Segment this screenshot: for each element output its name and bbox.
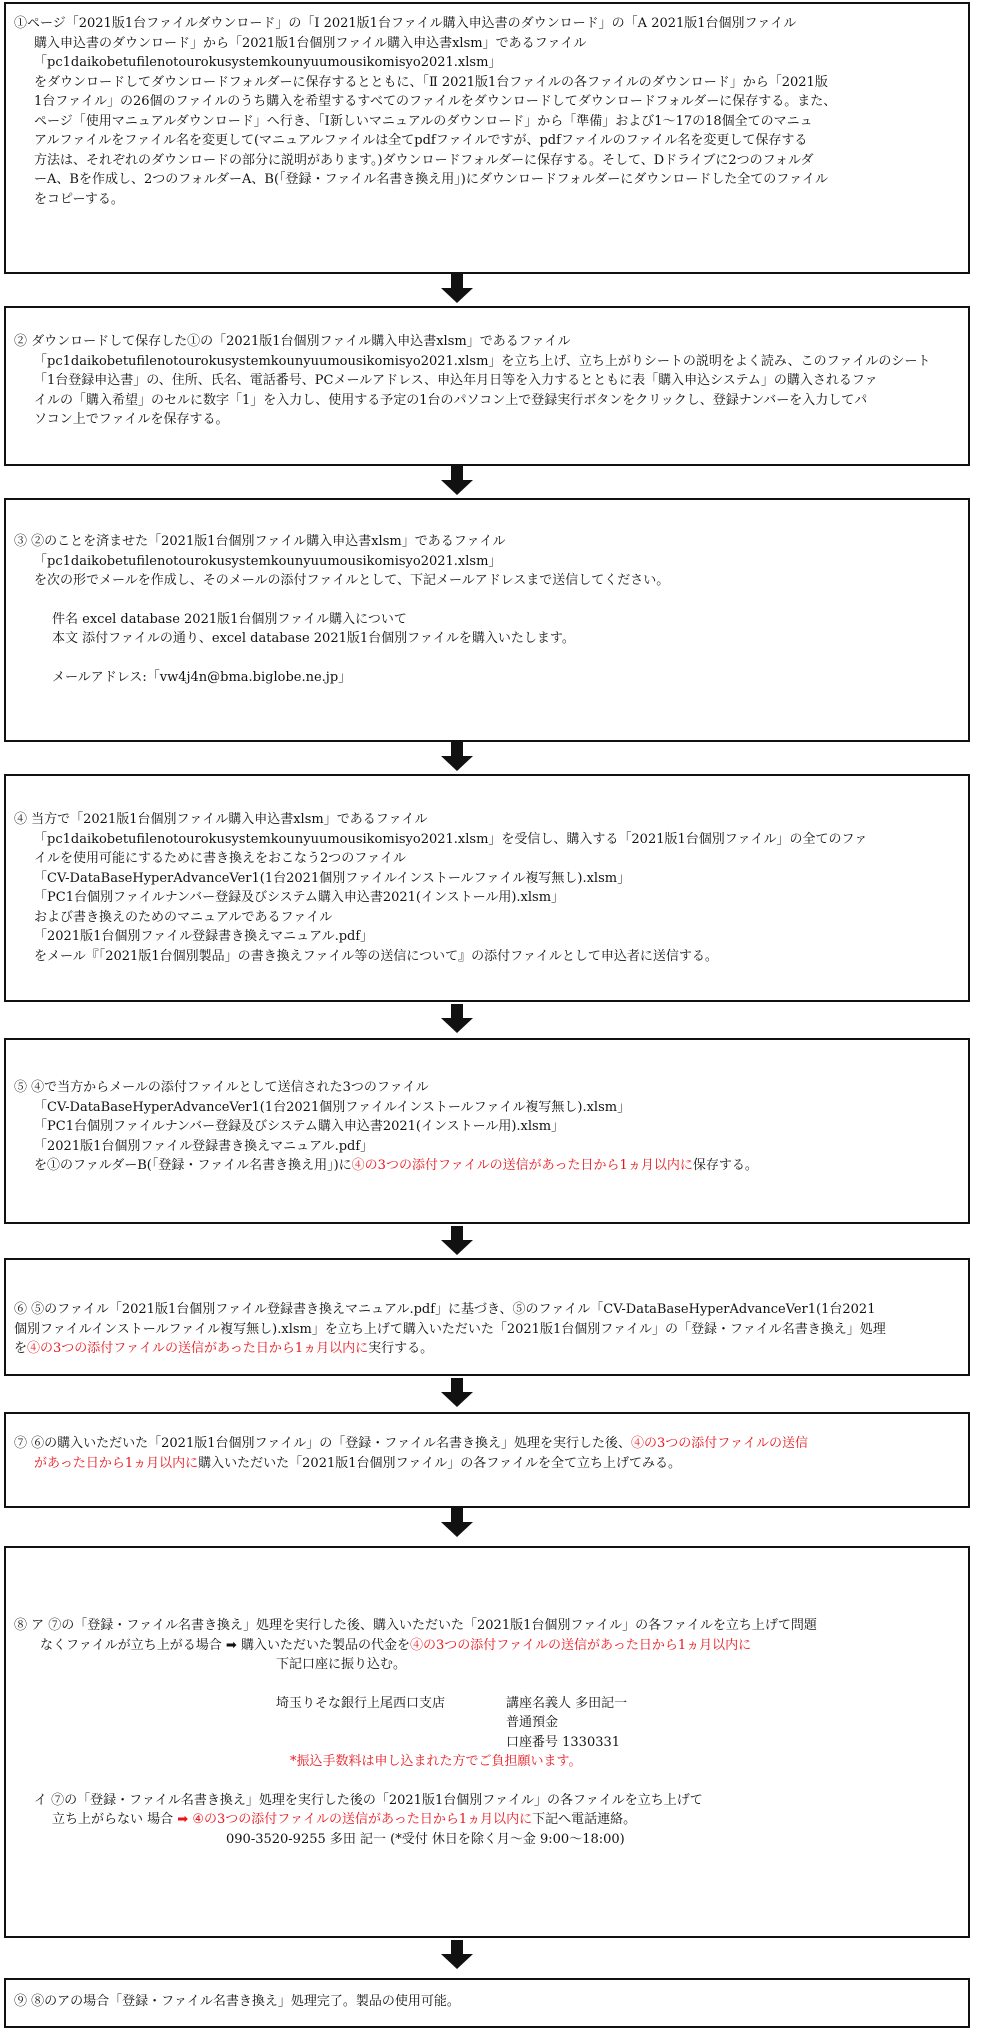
step-8-text: なくファイルが立ち上がる場合 bbox=[40, 1637, 222, 1653]
step-9-line: ⑨ ⑧のアの場合「登録・ファイル名書き換え」処理完了。製品の使用可能。 bbox=[14, 1994, 460, 2009]
step-6-line: 個別ファイルインストールファイル複写無し).xlsm」を立ち上げて購入いただいた「2021版1台個別ファイル」の「登録・ファイル名書き換え」処理 bbox=[14, 1321, 886, 1337]
step-4-line: 「2021版1台個別ファイル登録書き換えマニュアル.pdf」 bbox=[34, 929, 374, 944]
step-4-line: 「PC1台個別ファイルナンバー登録及びシステム購入申込書2021(インストール用).xlsm」 bbox=[34, 890, 565, 905]
right-arrow-icon: ➡ bbox=[225, 1637, 237, 1653]
step-4-line: 「CV-DataBaseHyperAdvanceVer1(1台2021個別ファイルインストールファイル複写無し).xlsm」 bbox=[34, 870, 631, 886]
down-arrow-icon bbox=[440, 1508, 474, 1538]
step-1-line: ①ページ「2021版1台ファイルダウンロード」の「Ⅰ 2021版1台ファイル購入申込書のダウンロード」の「A 2021版1台個別ファイル bbox=[14, 16, 797, 31]
step-2-line: イルの「購入希望」のセルに数字「1」を入力し、使用する予定の1台のパソコン上で登録実行ボタンをクリックし、登録ナンバーを入力してパ bbox=[34, 392, 868, 408]
email-address: メールアドレス:「vw4j4n@bma.biglobe.ne.jp」 bbox=[52, 669, 352, 685]
deadline-emphasis: ④の3つの添付ファイルの送信 bbox=[630, 1436, 808, 1451]
step-8-box bbox=[4, 1546, 970, 1938]
step-7-text: ⑦ ⑥の購入いただいた「2021版1台個別ファイル」の「登録・ファイル名書き換え」処理を実行した後、 bbox=[14, 1436, 631, 1451]
step-8-text: 立ち上がらない 場合 bbox=[52, 1812, 174, 1827]
step-9-box bbox=[4, 1978, 970, 2028]
deadline-emphasis: ④の3つの添付ファイルの送信があった日から1ヵ月以内に bbox=[27, 1341, 369, 1356]
down-arrow-icon bbox=[440, 1004, 474, 1034]
down-arrow-icon bbox=[440, 1940, 474, 1970]
step-5-line: 「CV-DataBaseHyperAdvanceVer1(1台2021個別ファイルインストールファイル複写無し).xlsm」 bbox=[34, 1099, 631, 1115]
step-2-line: ② ダウンロードして保存した①の「2021版1台個別ファイル購入申込書xlsm」であるファイル bbox=[14, 334, 571, 349]
account-type: 普通預金 bbox=[506, 1715, 559, 1730]
down-arrow-icon bbox=[440, 1378, 474, 1408]
step-8b-line: イ ⑦の「登録・ファイル名書き換え」処理を実行した後の「2021版1台個別ファイル」の各ファイルを立ち上げて bbox=[34, 1792, 703, 1808]
step-1-line: をコピーする。 bbox=[34, 191, 124, 207]
step-6-line: ⑥ ⑤のファイル「2021版1台個別ファイル登録書き換えマニュアル.pdf」に基づき、⑤のファイル「CV-DataBaseHyperAdvanceVer1(1台2021 bbox=[14, 1302, 876, 1317]
step-8a-line: ⑧ ア ⑦の「登録・ファイル名書き換え」処理を実行した後、購入いただいた「2021版1台個別ファイル」の各ファイルを立ち上げて問題 bbox=[14, 1618, 817, 1633]
step-5-text: 保存する。 bbox=[692, 1158, 758, 1173]
step-5-box bbox=[4, 1038, 970, 1224]
down-arrow-icon bbox=[440, 1226, 474, 1256]
right-arrow-icon: ➡ bbox=[177, 1812, 189, 1827]
deadline-emphasis: ④の3つの添付ファイルの送信があった日から1ヵ月以内に bbox=[409, 1637, 752, 1653]
phone-contact: 090-3520-9255 多田 記一 (*受付 休日を除く月～金 9:00～18:00) bbox=[226, 1831, 625, 1847]
bank-line bbox=[14, 1694, 952, 1714]
step-5-line-last bbox=[14, 1156, 952, 1176]
step-2-line: 「1台登録申込書」の、住所、氏名、電話番号、PCメールアドレス、申込年月日等を入力するとともに表「購入申込システム」の購入されるファ bbox=[34, 373, 878, 388]
down-arrow-icon bbox=[440, 466, 474, 496]
step-4-line: 「pc1daikobetufilenotourokusystemkounyuumousikomisyo2021.xlsm」を受信し、購入する「2021版1台個別ファイル」の全てのファ bbox=[34, 831, 868, 847]
bank-name: 埼玉りそな銀行上尾西口支店 bbox=[276, 1695, 446, 1711]
step-3-line: ③ ②のことを済ませた「2021版1台個別ファイル購入申込書xlsm」であるファイル bbox=[14, 534, 506, 549]
step-4-line: をメール『「2021版1台個別製品」の書き換えファイル等の送信について』の添付ファイルとして申込者に送信する。 bbox=[34, 948, 718, 964]
fee-note: *振込手数料は申し込まれた方でご負担願います。 bbox=[290, 1754, 582, 1769]
step-6-text: 実行する。 bbox=[368, 1341, 434, 1356]
account-holder: 講座名義人 多田記一 bbox=[506, 1695, 628, 1711]
step-8a-line: 下記口座に振り込む。 bbox=[276, 1657, 407, 1672]
down-arrow-icon bbox=[440, 274, 474, 304]
step-8b-line bbox=[14, 1810, 952, 1830]
step-1-line: 購入申込書のダウンロード」から「2021版1台個別ファイル購入申込書xlsm」であるファイル bbox=[34, 35, 587, 51]
step-1-line: 1台ファイル」の26個のファイルのうち購入を希望するすべてのファイルをダウンロードしてダウンロードフォルダーに保存する。また、 bbox=[34, 94, 837, 109]
down-arrow-icon bbox=[440, 742, 474, 772]
step-4-line: イルを使用可能にするために書き換えをおこなう2つのファイル bbox=[34, 851, 407, 866]
step-1-line: アルファイルをファイル名を変更して(マニュアルファイルは全てpdfファイルですが、pdfファイルのファイル名を変更して保存する bbox=[34, 133, 808, 148]
step-1-line: ページ「使用マニュアルダウンロード」へ行き、「Ⅰ新しいマニュアルのダウンロード」から「準備」および1～17の18個全てのマニュ bbox=[34, 113, 813, 129]
step-5-text: を①のファルダーB(「登録・ファイル名書き換え用」)に bbox=[34, 1158, 352, 1173]
step-6-line bbox=[14, 1339, 952, 1359]
deadline-emphasis: ④の3つの添付ファイルの送信があった日から1ヵ月以内に bbox=[192, 1812, 533, 1827]
step-7-box bbox=[4, 1412, 970, 1508]
step-3-box bbox=[4, 498, 970, 742]
step-6-box bbox=[4, 1258, 970, 1376]
deadline-emphasis: があった日から1ヵ月以内に bbox=[34, 1455, 199, 1471]
step-2-line: ソコン上でファイルを保存する。 bbox=[34, 412, 229, 427]
step-1-line: 「pc1daikobetufilenotourokusystemkounyuumousikomisyo2021.xlsm」 bbox=[34, 55, 502, 70]
account-number: 口座番号 1330331 bbox=[506, 1734, 621, 1750]
step-8a-line bbox=[14, 1636, 952, 1656]
step-3-line: を次の形でメールを作成し、そのメールの添付ファイルとして、下記メールアドレスまで送信してください。 bbox=[34, 573, 670, 588]
step-5-line: 「2021版1台個別ファイル登録書き換えマニュアル.pdf」 bbox=[34, 1138, 374, 1154]
step-5-line: 「PC1台個別ファイルナンバー登録及びシステム購入申込書2021(インストール用).xlsm」 bbox=[34, 1119, 565, 1134]
step-2-box bbox=[4, 306, 970, 466]
step-1-line: をダウンロードしてダウンロードフォルダーに保存するとともに、「Ⅱ 2021版1台ファイルの各ファイルのダウンロード」から「2021版 bbox=[34, 74, 828, 90]
step-6-text: を bbox=[14, 1341, 28, 1356]
step-8-text: 下記へ電話連絡。 bbox=[532, 1812, 637, 1827]
step-4-line: ④ 当方で「2021版1台個別ファイル購入申込書xlsm」であるファイル bbox=[14, 812, 428, 827]
step-5-line: ⑤ ④で当方からメールの添付ファイルとして送信された3つのファイル bbox=[14, 1080, 429, 1095]
step-7-line bbox=[14, 1454, 952, 1474]
deadline-emphasis: ④の3つの添付ファイルの送信があった日から1ヵ月以内に bbox=[351, 1158, 693, 1173]
step-8-text: 購入いただいた製品の代金を bbox=[240, 1637, 410, 1653]
step-7-text: 購入いただいた「2021版1台個別ファイル」の各ファイルを全て立ち上げてみる。 bbox=[198, 1455, 681, 1471]
email-body: 本文 添付ファイルの通り、excel database 2021版1台個別ファイルを購入いたします。 bbox=[52, 631, 575, 646]
step-1-box bbox=[4, 2, 970, 274]
step-7-line bbox=[14, 1434, 952, 1454]
step-1-line: 方法は、それぞれのダウンロードの部分に説明があります。)ダウンロードフォルダーに保存する。そして、Dドライブに2つのフォルダ bbox=[34, 152, 814, 168]
step-2-line: 「pc1daikobetufilenotourokusystemkounyuumousikomisyo2021.xlsm」を立ち上げ、立ち上がりシートの説明をよく読み、このファイルのシート bbox=[34, 353, 931, 369]
email-subject: 件名 excel database 2021版1台個別ファイル購入について bbox=[52, 611, 407, 627]
step-1-line: ーA、Bを作成し、2つのフォルダーA、B(「登録・ファイル名書き換え用」)にダウンロードフォルダーにダウンロードした全てのファイル bbox=[34, 172, 829, 187]
step-4-box bbox=[4, 774, 970, 1002]
step-4-line: および書き換えのためのマニュアルであるファイル bbox=[34, 909, 333, 925]
step-3-line: 「pc1daikobetufilenotourokusystemkounyuumousikomisyo2021.xlsm」 bbox=[34, 553, 502, 569]
